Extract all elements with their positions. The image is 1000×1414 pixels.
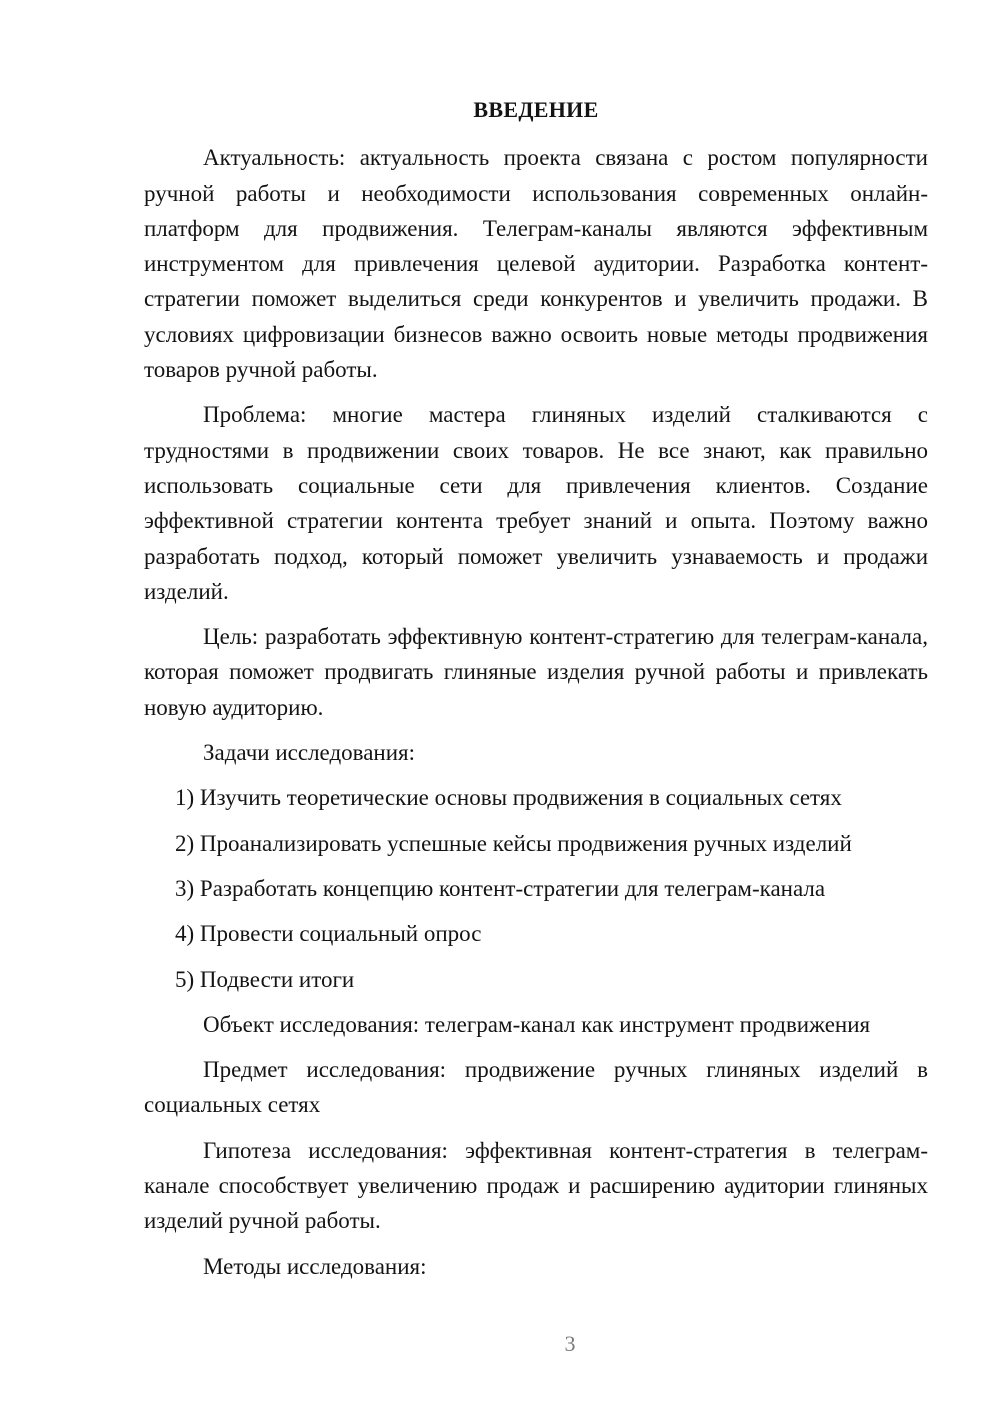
subject-paragraph: Предмет исследования: продвижение ручных глиняных изделий в социальных сетях [144, 1057, 928, 1118]
tasks-list [144, 780, 928, 996]
page-title: ВВЕДЕНИЕ [473, 97, 599, 122]
task-item-2: 2) Проанализировать успешные кейсы продвижения ручных изделий [175, 830, 852, 856]
relevance-paragraph: Актуальность: актуальность проекта связана с ростом популярности ручной работы и необходимости использования современных онлайн-платформ для продвижения. Телеграм-каналы являются эффективным инструментом для привлечения целевой аудитории. Разработка контент-стратегии поможет выделиться среди конкурентов и увеличить продажи. В условиях цифровизации бизнесов важно освоить новые методы продвижения товаров ручной работы. [144, 145, 928, 383]
task-item-4: 4) Провести социальный опрос [175, 921, 482, 947]
tasks-heading: Задачи исследования: [203, 740, 416, 766]
task-item-1: 1) Изучить теоретические основы продвижения в социальных сетях [175, 785, 842, 811]
problem-paragraph: Проблема: многие мастера глиняных изделий сталкиваются с трудностями в продвижении своих товаров. Не все знают, как правильно использовать социальные сети для привлечения клиентов. Создание эффективной стратегии контента требует знаний и опыта. Поэтому важно разработать подход, который поможет увеличить узнаваемость и продажи изделий. [144, 402, 928, 604]
page-content [144, 92, 928, 1294]
task-item-3: 3) Разработать концепцию контент-стратегии для телеграм-канала [175, 875, 826, 901]
hypothesis-paragraph: Гипотеза исследования: эффективная контент-стратегия в телеграм-канале способствует увеличению продаж и расширению аудитории глиняных изделий ручной работы. [144, 1137, 928, 1234]
page-number: 3 [564, 1331, 576, 1356]
goal-paragraph: Цель: разработать эффективную контент-стратегию для телеграм-канала, которая поможет продвигать глиняные изделия ручной работы и привлекать новую аудиторию. [144, 624, 928, 720]
task-item-5: 5) Подвести итоги [175, 966, 355, 992]
object-paragraph: Объект исследования: телеграм-канал как инструмент продвижения [203, 1011, 871, 1037]
methods-heading: Методы исследования: [203, 1253, 427, 1279]
